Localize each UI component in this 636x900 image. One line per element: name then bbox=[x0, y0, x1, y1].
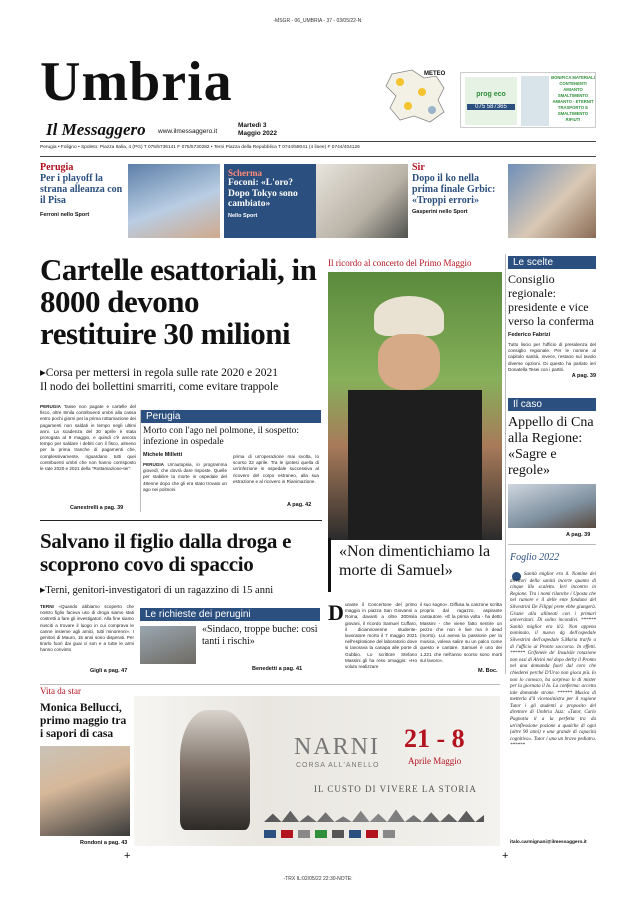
lead-body-text: Tasse non pagate e cartelle del fisco, oltre 8mila contribuenti umbri alla cassa entro pochi giorni per la prima rottamazione dei pagamenti non saldati in tempo negli ultimi anni. La scadenza del 30 aprile è stata prorogata al 9 maggio, e quindi c'è ancora tempo per saldare i debiti con il fisco, almeno per la prima tranche di pagamenti che, complessivamente, riguardano tutti quei contribuenti umbri che non hanno corrisposto le rate 2020 e 2021 della "Rottamazione-ter". bbox=[40, 404, 137, 472]
teaser-kicker: Scherma bbox=[228, 168, 262, 178]
scelte-ref: A pag. 39 bbox=[571, 373, 596, 380]
inset-author: Michele Milletti bbox=[143, 452, 183, 458]
inset-body1: Un'autopsia, in programma giovedì, che dovrà dare risposte. Quelle per stabilire la morte in ospedale del 48enne dopo che gli era stato trovato un ago nei polmoni bbox=[143, 462, 228, 492]
ad-progeco-logo bbox=[465, 77, 517, 125]
scelte-headline: Consiglio regionale: presidente e vice verso la conferma bbox=[508, 272, 594, 328]
ad-progeco-phone: 075 587365 bbox=[467, 104, 515, 110]
print-code-bottom: -TRX IL:02/05/22 22:30-NOTE: bbox=[283, 876, 353, 882]
concert-photo[interactable] bbox=[328, 272, 502, 540]
star-ref: Rondoni a pag. 43 bbox=[80, 840, 128, 846]
star-photo bbox=[40, 746, 130, 836]
caso-kicker: Il caso bbox=[508, 398, 596, 411]
ad-narni-months: Aprile Maggio bbox=[408, 756, 462, 766]
ad-progeco-text: BONIFICA MATERIALI CONTENENTI AMIANTO SMALTIMENTO AMIANTO - ETERNIT TRASPORTO E SMALTIMENTO RIFIUTI bbox=[551, 75, 595, 122]
concert-quote-box bbox=[328, 538, 502, 592]
inset-dateline: PERUGIA bbox=[143, 462, 164, 467]
lead-subhead bbox=[40, 366, 322, 394]
ad-progeco[interactable] bbox=[460, 72, 596, 128]
concert-body-col2: il suo sogno». Diffusa la canzone scritta proprio dal ragazzo, aspirante cantautore. «È la prima volta - ha detto Massini - che viene fatto sentire un pezzo che non è live ma è dead (morto). Lui aveva la passione per la musica, voleva salire su un palco come questo e cantare. Samuel è uno dei 1.221 che nell'anno scorso sono morti sul lavoro». bbox=[420, 602, 502, 663]
ad-narni-photo bbox=[180, 710, 250, 830]
lead-subhead-2: Il nodo dei bollettini smarriti, come evitare trappole bbox=[40, 381, 279, 393]
ad-narni-tagline: IL CUSTO DI VIVERE LA STORIA bbox=[314, 784, 477, 794]
scelte-story[interactable] bbox=[508, 256, 596, 379]
foglio-body: Sanità miglior era il. Nomine dei direttori della sanità incerte quanto di cinque illo scaletto. Ieri incontro in Regione. Tra i nomi rilanche i Uposta che nel rumore e il delle ente fondano del Silvestrini De Filippi prete ebbe giungerà. Grazie alla allineati con i primari universitari. Di solito incondivi. ****** Sanità miglior era il/2. Non appena nominato, il nuovo dg dell'ospedale Silvestrini dell'ospedale S.Maria trarfo a di l'ufficio al Pronto soccorso. In effetti. ****** Grifonele de' Insulsile rotazione non ossi di Alvini nel dopo derby il Pronto nel una domanda fuori dal coro che chiederei perché D'Urso non gioca più. Io non lo conosco, ha sorpreso lo di mister per la giornata il Io. La conferma: accetta tale domande strane. ****** Musica di metterla d'il vicetosinistra per il ragione Tutor i gli studenti a proposito del direttore di Umbria Jazz: «Tutor, Carlo Pagnotta il a la perfetta tra da un'inflessione pozione a qualche di ogni (altre 90 anni) e una grande di capacità cognitiva». Tutor i una un bravo pediatra. ****** bbox=[510, 572, 596, 749]
registration-mark-left: + bbox=[124, 850, 131, 862]
teaser-sir[interactable] bbox=[412, 162, 506, 238]
ad-progeco-brand: prog eco bbox=[476, 91, 506, 98]
date-block bbox=[238, 122, 277, 138]
caso-photo bbox=[508, 484, 596, 528]
teaser-ref: Ferroni nello Sport bbox=[40, 212, 90, 218]
ad-progeco-photo bbox=[521, 76, 549, 126]
brand-logo: Il Messaggero bbox=[46, 120, 146, 139]
concert-photo-cap bbox=[374, 296, 444, 336]
inset-headline: Morto con l'ago nel polmone, il sospetto: infezione in ospedale bbox=[143, 426, 300, 447]
perugini-quote: «Sindaco, troppe buche: così tanti i rischi» bbox=[202, 624, 318, 647]
caso-headline: Appello di Cna alla Regione: «Sagre e regole» bbox=[508, 415, 594, 478]
inset-ref: A pag. 42 bbox=[287, 502, 312, 508]
concert-photo-body bbox=[348, 390, 482, 540]
droga-headline[interactable]: Salvano il figlio dalla droga e scoprono covo di spaccio bbox=[40, 529, 292, 576]
ad-narni-sponsor-logos bbox=[264, 830, 494, 840]
concert-body-col1: urante il Concertone del primo maggio in piazza San Giovanni a Roma, davanti a oltre 300mila giovani, il ricordo Samuel Cuffaro, il diciannovenne studente-lavoratore morto il 7 maggio 2021 nell'esplosione del laboratorio dove si lavorava la canapa alle porte di Gubbio. Lo scrittore Stefano Massini gli ha reso omaggio: «Ho voluto realizzare bbox=[345, 602, 417, 670]
inset-body-col1 bbox=[143, 462, 227, 493]
droga-body-text: «Quando abbiamo scoperto che nostro figlio faceva uso di droga siamo stati costretti a fare gli investigatori. Alla fine siamo riusciti a trovare il luogo in cui comprava le canne insieme agli amici, tutti minorenni». I genitori di Mauro, 15 anni sono disperati. Per tirarlo fuori dai guai ci son e a tutte le armi hanno convinto bbox=[40, 604, 134, 653]
concert-ref: M. Boc. bbox=[478, 668, 498, 674]
ad-narni[interactable] bbox=[134, 696, 500, 846]
teaser-ref: Gasperini nello Sport bbox=[412, 209, 468, 215]
scelte-body: Tutto liscio per l'ufficio di presidenza del consiglio regionale. Per le nomine al capitolo sanità, invece, restano sul tavolo diverse opzioni. Di questo ha parlato ieri Donatella Tesei con i partiti. bbox=[508, 342, 596, 372]
concert-quote: «Non dimentichiamo la morte di Samuel» bbox=[339, 543, 491, 579]
site-url[interactable]: www.ilmessaggero.it bbox=[158, 128, 218, 135]
droga-subhead: ▸Terni, genitori-investigatori di un ragazzino di 15 anni bbox=[40, 585, 274, 596]
droga-dateline: TERNI bbox=[40, 604, 54, 609]
ad-narni-title: NARNI bbox=[294, 734, 380, 760]
meteo-label: METEO bbox=[424, 71, 446, 77]
foglio-email[interactable]: italo.carmignani@ilmessaggero.it bbox=[510, 840, 587, 845]
scelte-kicker: Le scelte bbox=[508, 256, 596, 269]
teaser-kicker: Perugia bbox=[40, 162, 74, 173]
teaser-perugia-photo bbox=[128, 164, 220, 238]
teaser-title: Foconi: «L'oro? Dopo Tokyo sono cambiato» bbox=[228, 178, 298, 209]
perugini-ref: Benedetti a pag. 41 bbox=[252, 666, 303, 672]
perugini-photo bbox=[140, 626, 196, 664]
teaser-ref: Nello Sport bbox=[228, 212, 258, 219]
masthead-title: Umbria bbox=[40, 51, 233, 113]
caso-story[interactable] bbox=[508, 398, 596, 479]
teaser-scherma-photo bbox=[316, 164, 408, 238]
inset-story[interactable] bbox=[140, 410, 320, 512]
date-month: Maggio 2022 bbox=[238, 130, 278, 137]
inset-body-col2: prima di un'operazione mai svolta, lo scorso 22 aprile. Tra le ipotesi quella di un'infezione in ospedale successiva al ricovero del corpo estraneo, alla sua estrazione e al ricovero in Rianimazione. bbox=[233, 454, 319, 484]
lead-body-dateline: PERUGIA bbox=[40, 404, 61, 409]
teaser-kicker: Sir bbox=[412, 162, 425, 173]
teaser-title: Dopo il ko nella prima finale Grbic: «Troppi errori» bbox=[412, 173, 496, 206]
teaser-perugia[interactable] bbox=[40, 162, 126, 238]
ad-narni-dates: 21 - 8 bbox=[404, 724, 465, 753]
droga-ref: Giglì a pag. 47 bbox=[90, 668, 128, 674]
perugini-story[interactable] bbox=[140, 608, 320, 678]
date-day: Martedì 3 bbox=[238, 122, 267, 129]
ad-narni-skyline bbox=[264, 808, 484, 822]
star-headline[interactable]: Monica Bellucci, primo maggio tra i sapori di casa bbox=[40, 702, 127, 740]
ad-narni-subtitle: CORSA ALL'ANELLO bbox=[296, 762, 380, 769]
foglio-title: Foglio 2022 bbox=[510, 552, 560, 563]
office-addresses: Perugia • Foligno • Spoleto: Piazza Italia, 4 (PG) T 075/5736141 F 075/5730282 • Terni Piazza della Repubblica T 0744/58041 (4 linee) F 0744/404126 bbox=[40, 145, 360, 150]
lead-byline: Canestrelli a pag. 39 bbox=[70, 505, 124, 511]
scelte-author: Federico Fabrizi bbox=[508, 332, 551, 338]
teaser-sir-photo bbox=[508, 164, 596, 238]
teaser-scherma[interactable] bbox=[224, 164, 316, 238]
lead-headline[interactable]: Cartelle esattoriali, in 8000 devono restituire 30 milioni bbox=[40, 252, 317, 351]
teaser-title: Per i playoff la strana alleanza con il Pisa bbox=[40, 173, 123, 206]
perugini-kicker: Le richieste dei perugini bbox=[140, 608, 320, 621]
lead-body bbox=[40, 404, 136, 472]
lead-subhead-1: ▸Corsa per mettersi in regola sulle rate 2020 e 2021 bbox=[40, 367, 278, 379]
inset-kicker: Perugia bbox=[141, 410, 321, 423]
concert-photo-face bbox=[378, 334, 440, 390]
print-code-top: -MSGR - 06_UMBRIA - 37 - 03/05/22-N: bbox=[273, 18, 363, 24]
registration-mark-right: + bbox=[502, 850, 509, 862]
concert-dropcap: D bbox=[328, 600, 344, 625]
droga-body bbox=[40, 604, 134, 654]
concert-kicker: Il ricordo al concerto del Primo Maggio bbox=[328, 258, 472, 268]
caso-ref: A pag. 39 bbox=[566, 532, 591, 538]
star-kicker: Vita da star bbox=[40, 686, 81, 696]
